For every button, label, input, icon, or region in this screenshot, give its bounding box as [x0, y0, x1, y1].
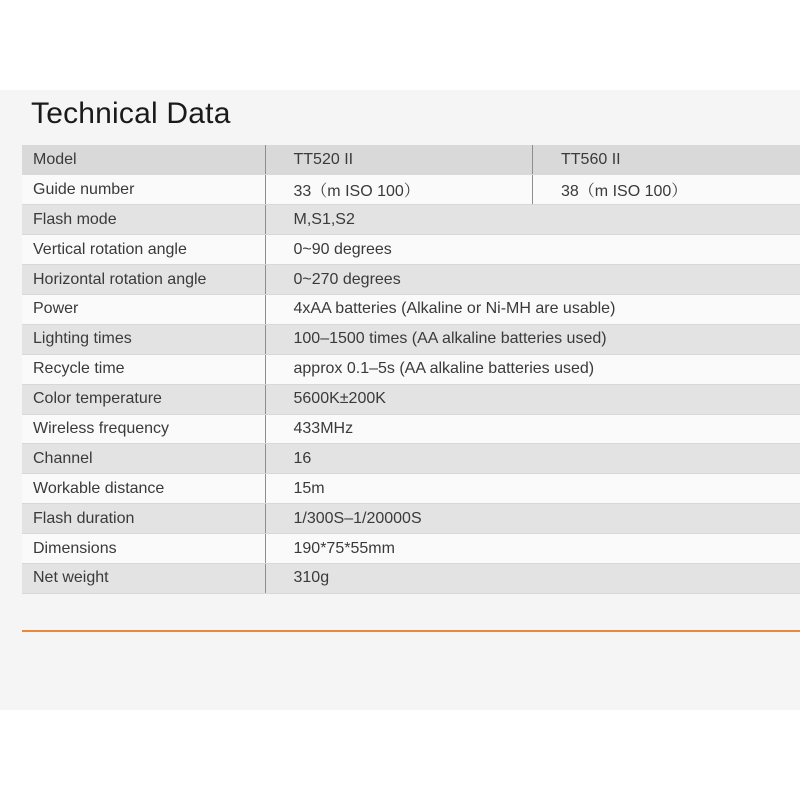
row-label: Flash duration [22, 504, 265, 534]
spec-table [22, 145, 800, 594]
spec-table-body [22, 145, 800, 593]
table-row [22, 444, 800, 474]
row-label: Wireless frequency [22, 414, 265, 444]
row-value: 100–1500 times (AA alkaline batteries used) [265, 324, 800, 354]
table-row [22, 265, 800, 295]
table-row [22, 414, 800, 444]
row-value: M,S1,S2 [265, 205, 800, 235]
table-row [22, 324, 800, 354]
table-row [22, 534, 800, 564]
table-row [22, 235, 800, 265]
row-label: Channel [22, 444, 265, 474]
row-label: Color temperature [22, 384, 265, 414]
page-title: Technical Data [31, 97, 231, 130]
table-row [22, 354, 800, 384]
row-value: 190*75*55mm [265, 534, 800, 564]
orange-divider [22, 630, 800, 632]
table-row [22, 294, 800, 324]
table-row [22, 205, 800, 235]
model-name-tt520: TT520 II [265, 145, 533, 175]
row-value: 16 [265, 444, 800, 474]
model-name-tt560: TT560 II [533, 145, 800, 175]
header-label: Model [22, 145, 265, 175]
table-row [22, 563, 800, 593]
row-label: Vertical rotation angle [22, 235, 265, 265]
row-value: 433MHz [265, 414, 800, 444]
table-row [22, 474, 800, 504]
table-row [22, 384, 800, 414]
row-label: Net weight [22, 563, 265, 593]
row-value-tt560: 38（m ISO 100） [533, 175, 800, 205]
row-value: 0~270 degrees [265, 265, 800, 295]
row-value: 15m [265, 474, 800, 504]
row-label: Flash mode [22, 205, 265, 235]
row-label: Workable distance [22, 474, 265, 504]
row-value: approx 0.1–5s (AA alkaline batteries used) [265, 354, 800, 384]
row-value: 4xAA batteries (Alkaline or Ni-MH are usable) [265, 294, 800, 324]
row-label: Power [22, 294, 265, 324]
row-label: Horizontal rotation angle [22, 265, 265, 295]
row-value: 5600K±200K [265, 384, 800, 414]
row-value-tt520: 33（m ISO 100） [265, 175, 533, 205]
table-row [22, 175, 800, 205]
table-header-row [22, 145, 800, 175]
row-value: 0~90 degrees [265, 235, 800, 265]
row-value: 1/300S–1/20000S [265, 504, 800, 534]
row-label: Dimensions [22, 534, 265, 564]
table-row [22, 504, 800, 534]
row-label: Guide number [22, 175, 265, 205]
row-label: Lighting times [22, 324, 265, 354]
row-label: Recycle time [22, 354, 265, 384]
row-value: 310g [265, 563, 800, 593]
